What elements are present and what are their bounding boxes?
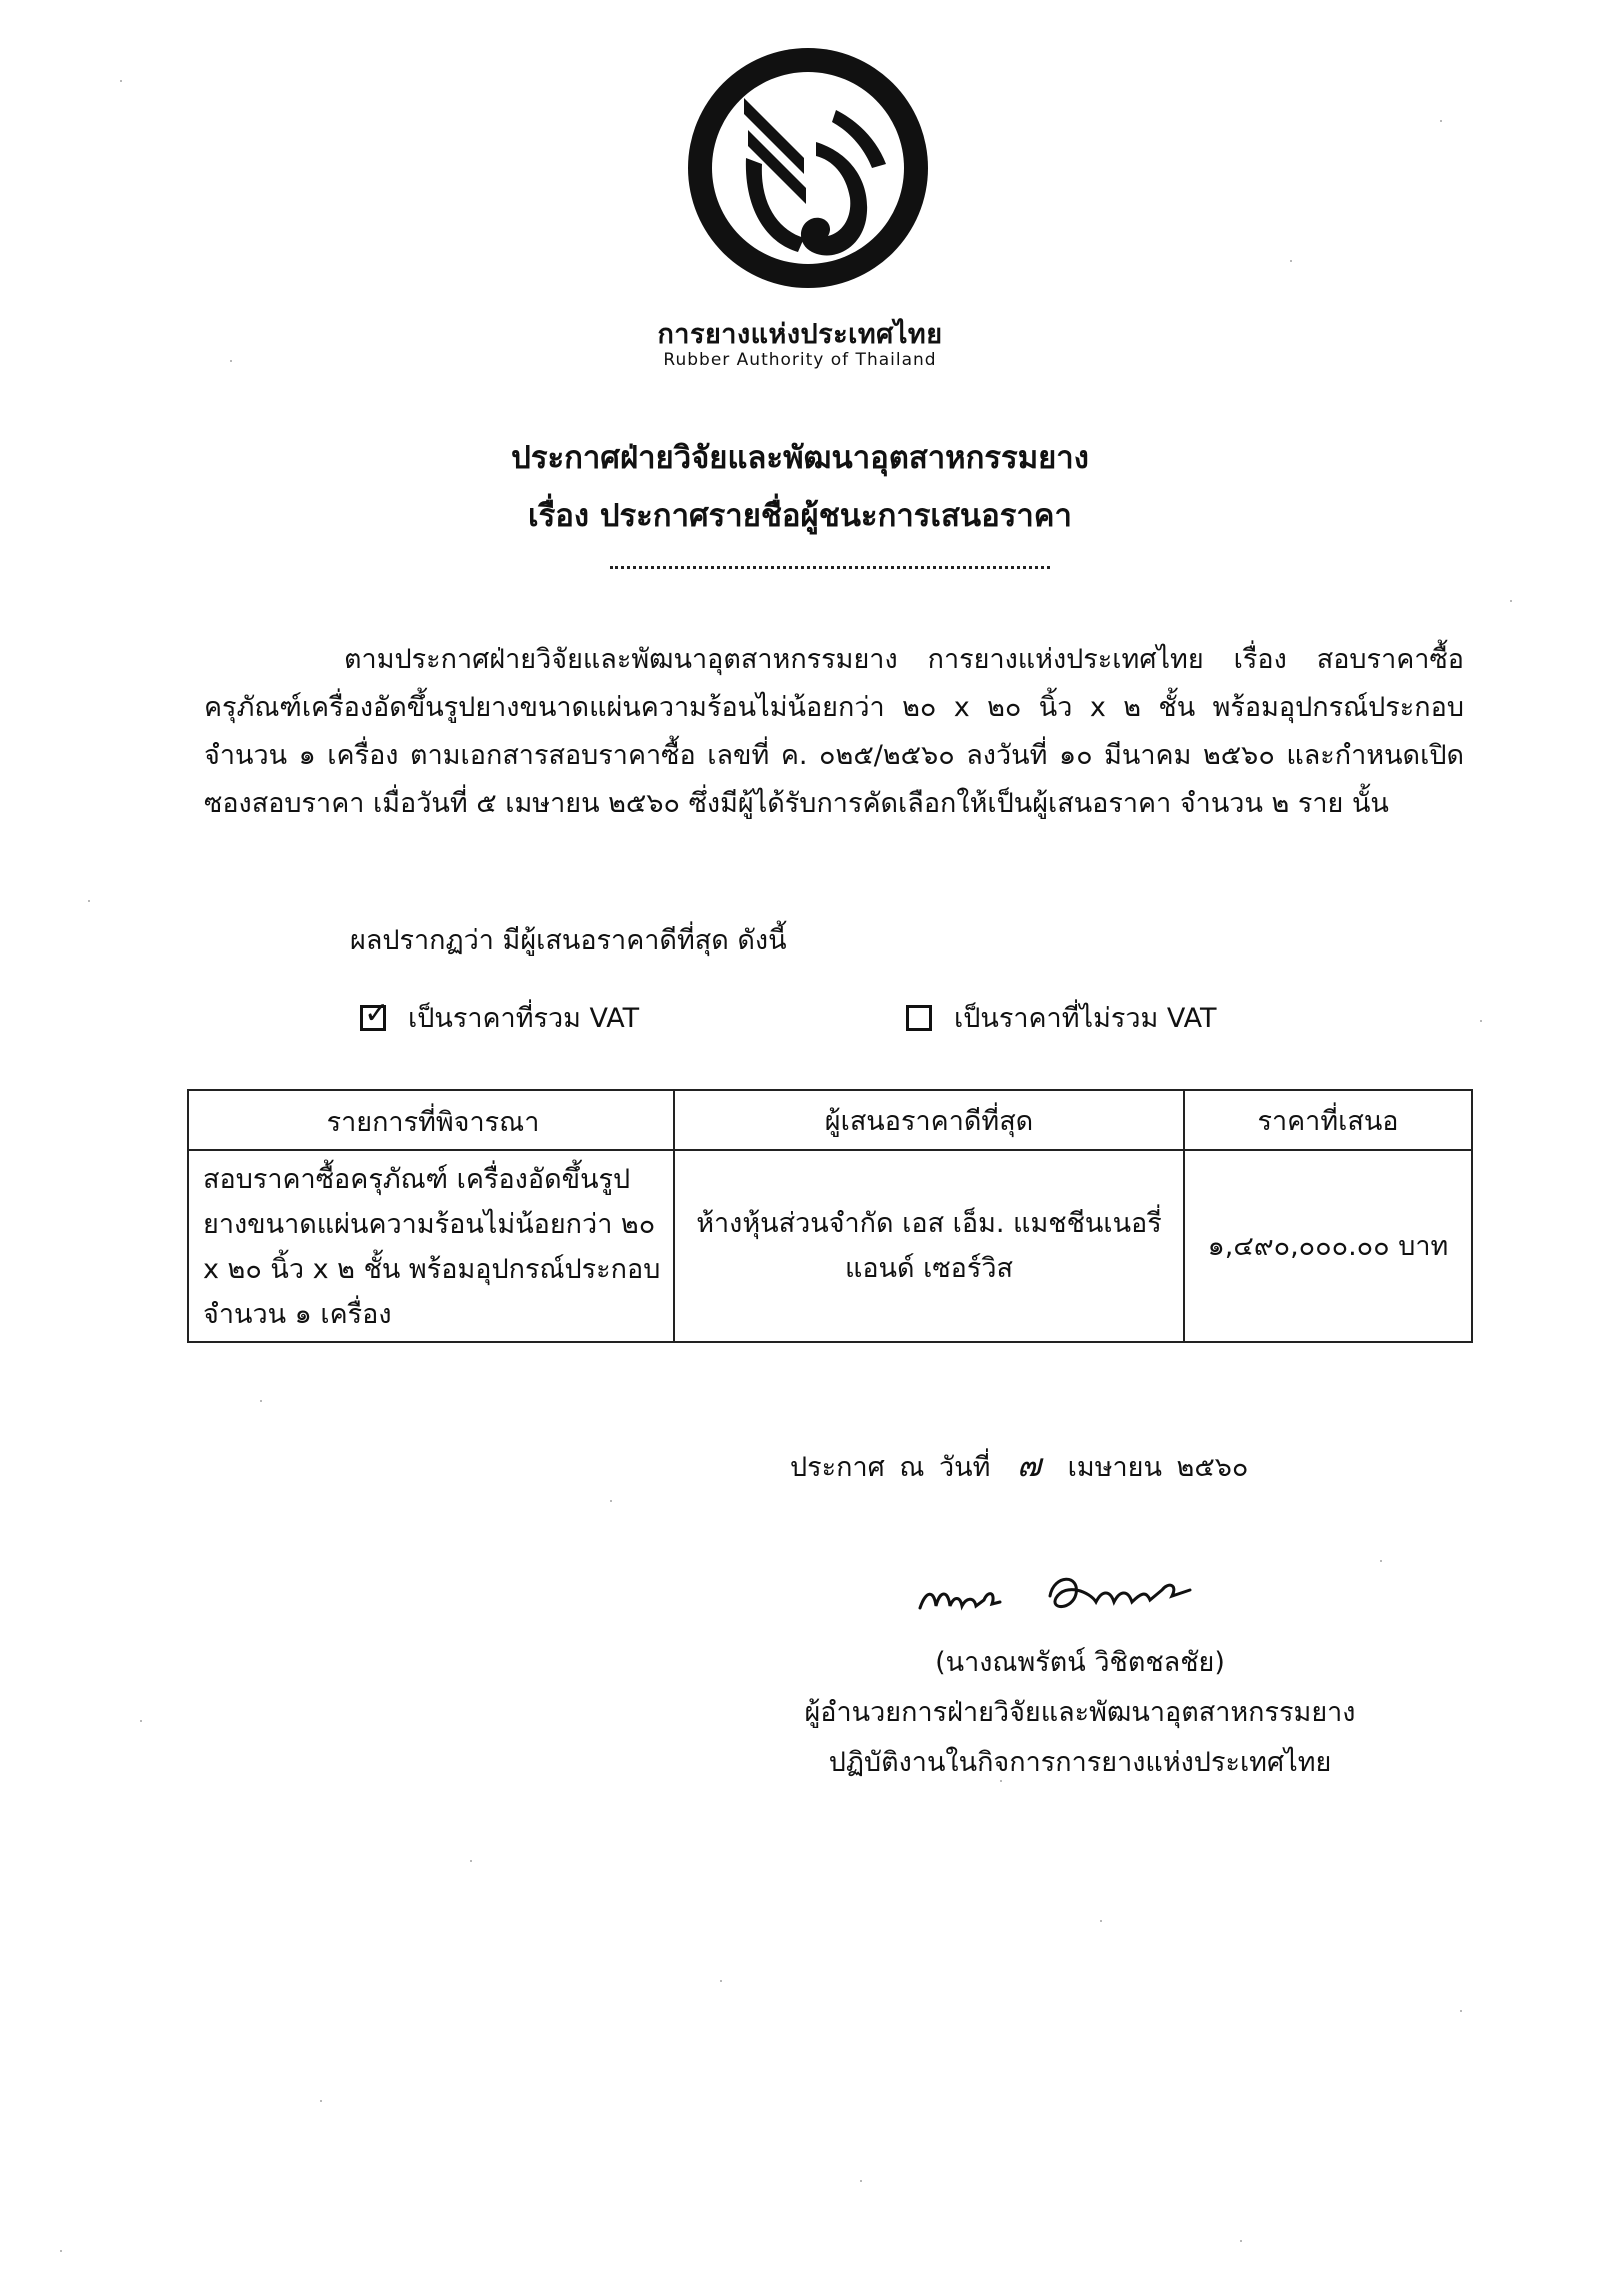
- price-cell: ๑,๔๙๐,๐๐๐.๐๐ บาท: [1184, 1150, 1472, 1342]
- table-row: [188, 1150, 1472, 1342]
- signer-name: (นางณพรัตน์ วิชิตชลชัย): [935, 1647, 1225, 1678]
- bidder-name-line2: แอนด์ เซอร์วิส: [844, 1253, 1014, 1284]
- table-header-row: [188, 1090, 1472, 1150]
- announcement-subject: เรื่อง ประกาศรายชื่อผู้ชนะการเสนอราคา: [528, 498, 1072, 534]
- body-paragraph: [204, 636, 1464, 828]
- award-table: [187, 1089, 1473, 1343]
- announce-prefix: ประกาศ ณ วันที่: [790, 1452, 991, 1483]
- vat-excluded-option[interactable]: [906, 996, 1217, 1039]
- announce-date: [790, 1440, 1248, 1491]
- item-cell: สอบราคาซื้อครุภัณฑ์ เครื่องอัดขึ้นรูปยางขนาดแผ่นความร้อนไม่น้อยกว่า ๒๐ x ๒๐ นิ้ว x ๒ ชั้น พร้อมอุปกรณ์ประกอบ จำนวน ๑ เครื่อง: [188, 1150, 674, 1342]
- announce-day: ๗: [1017, 1446, 1042, 1484]
- result-line: ผลปรากฏว่า มีผู้เสนอราคาดีที่สุด ดังนี้: [350, 925, 787, 956]
- org-name-th: การยางแห่งประเทศไทย: [657, 319, 943, 350]
- check-icon: ✓: [364, 995, 390, 1031]
- col-header-price: ราคาที่เสนอ: [1184, 1090, 1472, 1150]
- rubber-authority-logo: [686, 46, 930, 290]
- announcement-title: ประกาศฝ่ายวิจัยและพัฒนาอุตสาหกรรมยาง: [511, 440, 1089, 476]
- org-name-en: Rubber Authority of Thailand: [663, 350, 937, 370]
- vat-included-label: เป็นราคาที่รวม VAT: [408, 1003, 640, 1034]
- signer-position-2: ปฏิบัติงานในกิจการการยางแห่งประเทศไทย: [828, 1747, 1332, 1778]
- vat-included-option[interactable]: [360, 996, 639, 1039]
- body-paragraph-text: ตามประกาศฝ่ายวิจัยและพัฒนาอุตสาหกรรมยาง การยางแห่งประเทศไทย เรื่อง สอบราคาซื้อครุภัณฑ์เครื่องอัดขึ้นรูปยางขนาดแผ่นความร้อนไม่น้อยกว่า ๒๐ x ๒๐ นิ้ว x ๒ ชั้น พร้อมอุปกรณ์ประกอบ จำนวน ๑ เครื่อง ตามเอกสารสอบราคาซื้อ เลขที่ ค. ๐๒๕/๒๕๖๐ ลงวันที่ ๑๐ มีนาคม ๒๕๖๐ และกำหนดเปิดซองสอบราคา เมื่อวันที่ ๕ เมษายน ๒๕๖๐ ซึ่งมีผู้ได้รับการคัดเลือกให้เป็นผู้เสนอราคา จำนวน ๒ ราย นั้น: [204, 644, 1464, 819]
- checkbox-unchecked[interactable]: [906, 1005, 932, 1031]
- col-header-bidder: ผู้เสนอราคาดีที่สุด: [674, 1090, 1184, 1150]
- col-header-item: รายการที่พิจารณา: [188, 1090, 674, 1150]
- title-divider: [610, 566, 1050, 569]
- checkbox-checked[interactable]: [360, 995, 390, 1031]
- bidder-name-line1: ห้างหุ้นส่วนจำกัด เอส เอ็ม. แมชชีนเนอรี่: [696, 1208, 1162, 1239]
- vat-excluded-label: เป็นราคาที่ไม่รวม VAT: [954, 1003, 1217, 1034]
- announce-month-year: เมษายน ๒๕๖๐: [1067, 1452, 1249, 1483]
- signer-position-1: ผู้อำนวยการฝ่ายวิจัยและพัฒนาอุตสาหกรรมยาง: [804, 1697, 1356, 1728]
- bidder-cell: [674, 1150, 1184, 1342]
- handwritten-signature: [900, 1560, 1240, 1630]
